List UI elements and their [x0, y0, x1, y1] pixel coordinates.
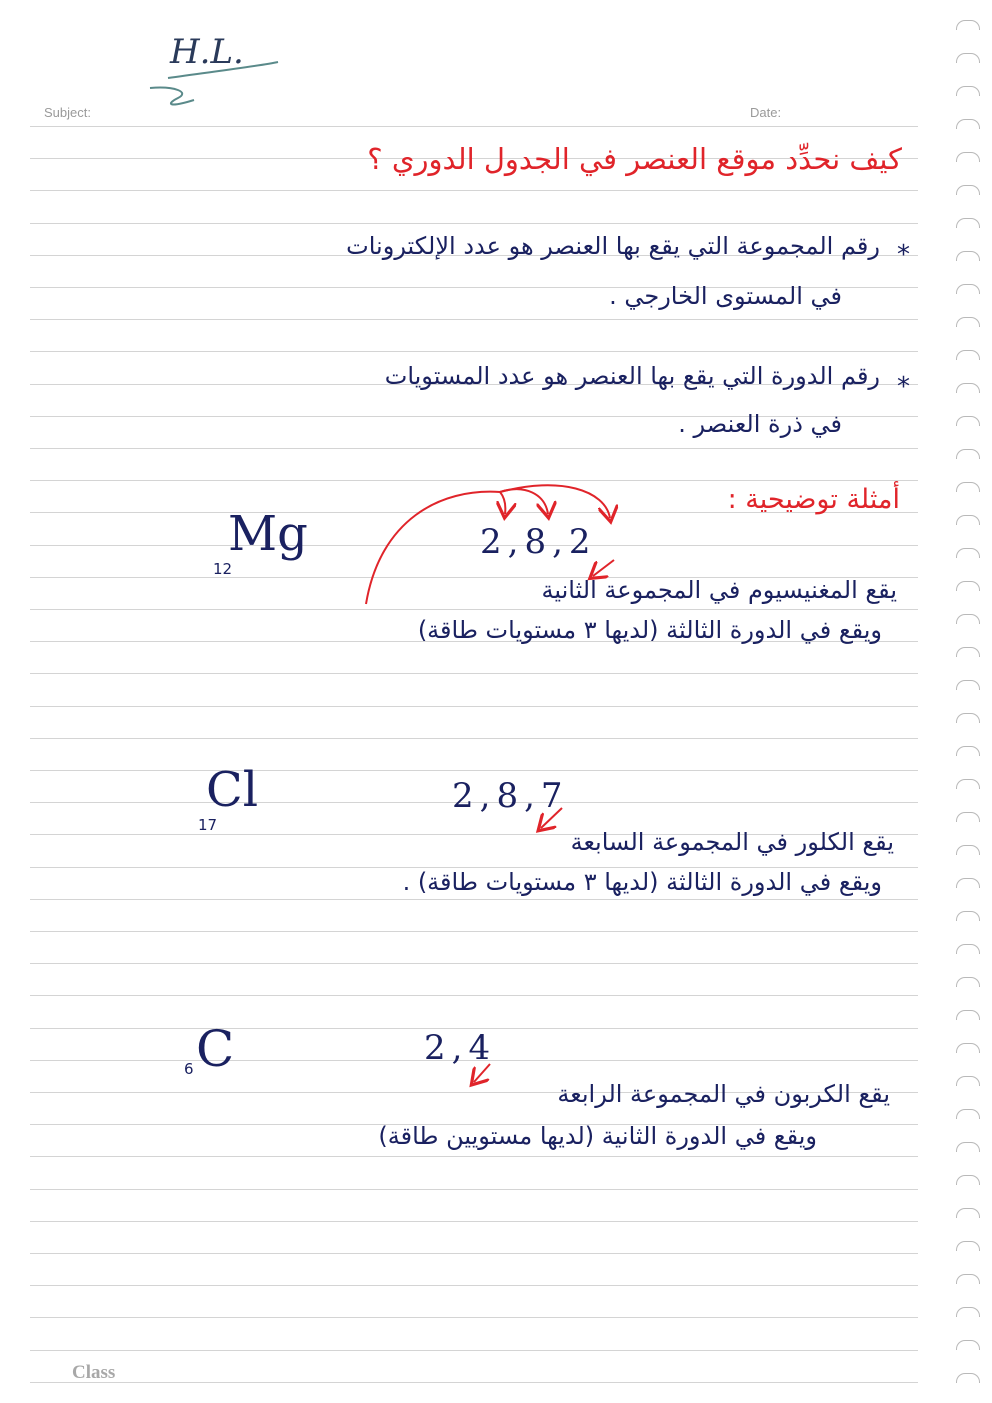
date-label: Date:	[750, 105, 782, 120]
mg-group-line: يقع المغنيسيوم في المجموعة الثانية	[541, 576, 897, 604]
rule-1-line-1: رقم المجموعة التي يقع بها العنصر هو عدد الإلكترونات	[346, 232, 880, 260]
mg-atomic-number: 12	[213, 560, 233, 578]
rule-2-line-1: رقم الدورة التي يقع بها العنصر هو عدد المستويات	[384, 362, 880, 390]
cl-atomic-number: 17	[198, 816, 218, 834]
c-group-line: يقع الكربون في المجموعة الرابعة	[557, 1080, 890, 1108]
mg-period-line: ويقع في الدورة الثالثة (لديها ٣ مستويات طاقة)	[417, 616, 882, 644]
c-atomic-number: 6	[184, 1060, 194, 1078]
cl-group-arrow	[541, 808, 562, 828]
mg-symbol: Mg	[228, 506, 308, 562]
c-group-arrow	[474, 1064, 490, 1082]
page-title: كيف نحدِّد موقع العنصر في الجدول الدوري ؟	[367, 142, 902, 176]
examples-heading: أمثلة توضيحية :	[727, 484, 900, 515]
c-period-line: ويقع في الدورة الثانية (لديها مستويين طاقة)	[378, 1122, 817, 1150]
c-symbol: C	[196, 1020, 235, 1078]
cl-symbol: Cl	[206, 762, 259, 818]
rule-2-bullet: *	[897, 372, 910, 402]
c-electron-config: 2,4	[424, 1028, 497, 1068]
rule-1-line-2: في المستوى الخارجي .	[609, 282, 842, 310]
rule-1-bullet: *	[897, 240, 910, 270]
cl-period-line: ويقع في الدورة الثالثة (لديها ٣ مستويات طاقة) .	[402, 868, 882, 896]
notebook-brand-logo: Class	[72, 1362, 116, 1383]
initials-signature: H.L.	[170, 32, 244, 72]
cl-electron-config: 2,8,7	[452, 776, 569, 816]
cl-group-line: يقع الكلور في المجموعة السابعة	[570, 828, 894, 856]
subject-label: Subject:	[44, 105, 91, 120]
rule-2-line-2: في ذرة العنصر .	[678, 410, 842, 438]
mg-electron-config: 2,8,2	[480, 522, 597, 562]
mg-level-arrows	[366, 485, 614, 604]
